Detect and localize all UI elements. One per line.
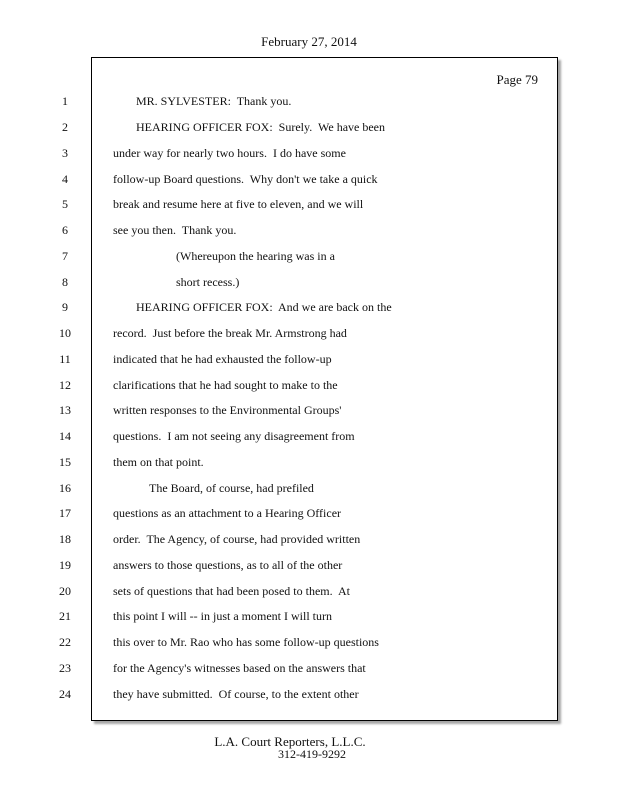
- line-number: 5: [62, 197, 68, 211]
- line-number: 11: [59, 352, 71, 366]
- transcript-line: questions. I am not seeing any disagreement from: [113, 429, 355, 443]
- transcript-line: sets of questions that had been posed to them. At: [113, 584, 350, 598]
- page-number: Page 79: [496, 72, 538, 87]
- header-date: February 27, 2014: [261, 34, 357, 49]
- transcript-line: clarifications that he had sought to make to the: [113, 378, 338, 392]
- transcript-line: this point I will -- in just a moment I will turn: [113, 609, 332, 623]
- transcript-line: short recess.): [176, 275, 240, 289]
- line-number: 6: [62, 223, 68, 237]
- line-number: 21: [59, 609, 71, 623]
- transcript-line: HEARING OFFICER FOX: Surely. We have been: [136, 120, 386, 134]
- transcript-line: questions as an attachment to a Hearing Officer: [113, 506, 342, 520]
- transcript-line: record. Just before the break Mr. Armstrong had: [113, 326, 347, 340]
- line-number: 22: [59, 635, 71, 649]
- line-number: 20: [59, 584, 71, 598]
- line-number: 19: [59, 558, 71, 572]
- line-number: 23: [59, 661, 71, 675]
- transcript-line: answers to those questions, as to all of the other: [113, 558, 343, 572]
- footer-company: L.A. Court Reporters, L.L.C.: [214, 734, 366, 749]
- line-number: 1: [62, 94, 68, 108]
- transcript-line: HEARING OFFICER FOX: And we are back on the: [136, 300, 392, 314]
- line-number: 12: [59, 378, 71, 392]
- line-number: 18: [59, 532, 71, 546]
- line-number: 7: [62, 249, 68, 263]
- transcript-line: The Board, of course, had prefiled: [149, 481, 314, 495]
- line-number: 4: [62, 172, 68, 186]
- transcript-line: them on that point.: [113, 455, 204, 469]
- line-number: 14: [59, 429, 71, 443]
- transcript-line: indicated that he had exhausted the follow-up: [113, 352, 332, 366]
- transcript-line: MR. SYLVESTER: Thank you.: [136, 94, 292, 108]
- line-number: 15: [59, 455, 71, 469]
- line-number: 8: [62, 275, 68, 289]
- line-number: 24: [59, 687, 71, 701]
- transcript-line: see you then. Thank you.: [113, 223, 237, 237]
- footer-phone: 312-419-9292: [278, 747, 346, 761]
- transcript-line: for the Agency's witnesses based on the answers that: [113, 661, 366, 675]
- line-number: 9: [62, 300, 68, 314]
- transcript-line: (Whereupon the hearing was in a: [176, 249, 335, 263]
- line-number: 16: [59, 481, 71, 495]
- line-number: 3: [62, 146, 68, 160]
- transcript-line: order. The Agency, of course, had provided written: [113, 532, 361, 546]
- line-number: 2: [62, 120, 68, 134]
- transcript-line: written responses to the Environmental Groups': [113, 403, 342, 417]
- line-number: 13: [59, 403, 71, 417]
- transcript-line: follow-up Board questions. Why don't we take a quick: [113, 172, 378, 186]
- transcript-line: this over to Mr. Rao who has some follow-up questions: [113, 635, 379, 649]
- line-number: 10: [59, 326, 71, 340]
- transcript-line: break and resume here at five to eleven, and we will: [113, 197, 364, 211]
- transcript-line: under way for nearly two hours. I do have some: [113, 146, 346, 160]
- line-number: 17: [59, 506, 71, 520]
- transcript-line: they have submitted. Of course, to the extent other: [113, 687, 359, 701]
